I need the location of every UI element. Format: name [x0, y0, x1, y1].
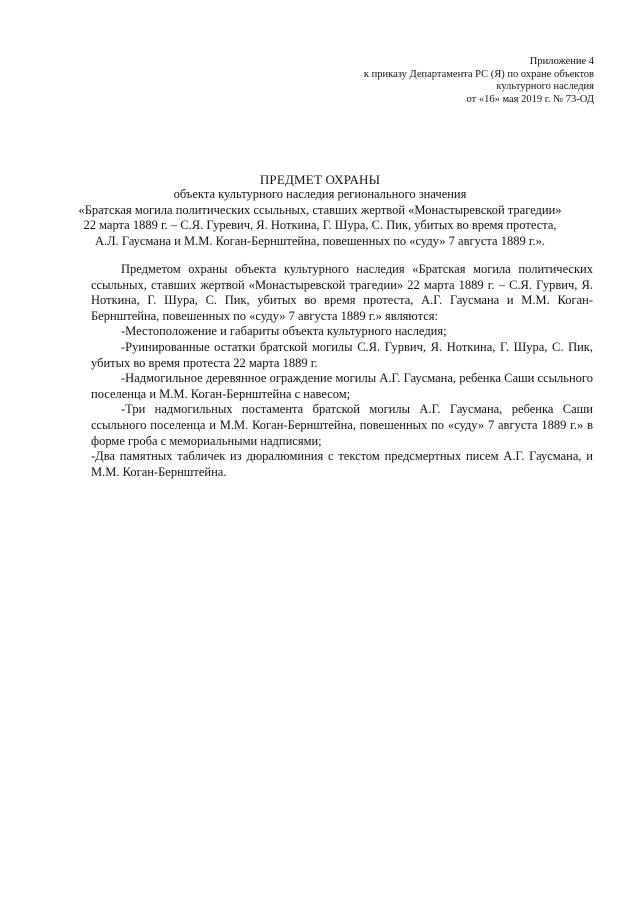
body-item-wooden-fence: -Надмогильное деревянное ограждение могилы А.Г. Гаусмана, ребенка Саши ссыльного поселенца и М.М. Коган-Бернштейна с навесом; [91, 371, 593, 401]
appendix-number: Приложение 4 [529, 56, 594, 67]
title-line-2: «Братская могила политических ссыльных, ставших жертвой «Монастыревской трагедии» [78, 202, 562, 217]
body-item-ruined-grave: -Руинированные остатки братской могилы С.Я. Гурвич, Я. Ноткина, Г. Шура, С. Пик, убитых во время протеста 22 марта 1889 г. [91, 339, 593, 370]
body-intro-paragraph: Предметом охраны объекта культурного наследия «Братская могила политических ссыльных, ставших жертвой «Монастыревской трагедии» 22 марта 1889 г. – С.Я. Гурвич, Я. Ноткина, Г. Шура, С. Пик, убитых во время протеста, А.Г. Гаусмана и М.М. Коган-Бернштейна, повешенных по «суду» 7 августа 1889 г.» являются: [91, 262, 593, 323]
title-line-4: А.Л. Гаусмана и М.М. Коган-Бернштейна, повешенных по «суду» 7 августа 1889 г.». [94, 233, 546, 248]
body-item-pedestals: -Три надмогильных постамента братской могилы А.Г. Гаусмана, ребенка Саши ссыльного поселенца и М.М. Коган-Бернштейна, повешенных по «суду» 7 августа 1889 г.» в форме гроба с мемориальными надписями; [91, 402, 593, 448]
body-item-location: -Местоположение и габариты объекта культурного наследия; [121, 324, 447, 339]
title-line-3: 22 марта 1889 г. – С.Я. Гуревич, Я. Ноткина, Г. Шура, С. Пик, убитых во время протеста, [83, 218, 557, 233]
title-heading: ПРЕДМЕТ ОХРАНЫ [259, 172, 381, 187]
body-item-memorial-plaques: -Два памятных табличек из дюралюминия с текстом предсмертных писем А.Г. Гаусмана, и М.М. Коган-Бернштейна. [91, 449, 593, 479]
appendix-header [274, 56, 594, 106]
appendix-order-reference: к приказу Департамента РС (Я) по охране объектов [363, 68, 594, 80]
appendix-order-subject: культурного наследия [496, 81, 594, 92]
title-line-1: объекта культурного наследия регионального значения [173, 187, 467, 202]
appendix-order-date: от «16» мая 2019 г. № 73-ОД [466, 93, 594, 105]
document-title [60, 172, 580, 249]
document-body [91, 262, 593, 480]
